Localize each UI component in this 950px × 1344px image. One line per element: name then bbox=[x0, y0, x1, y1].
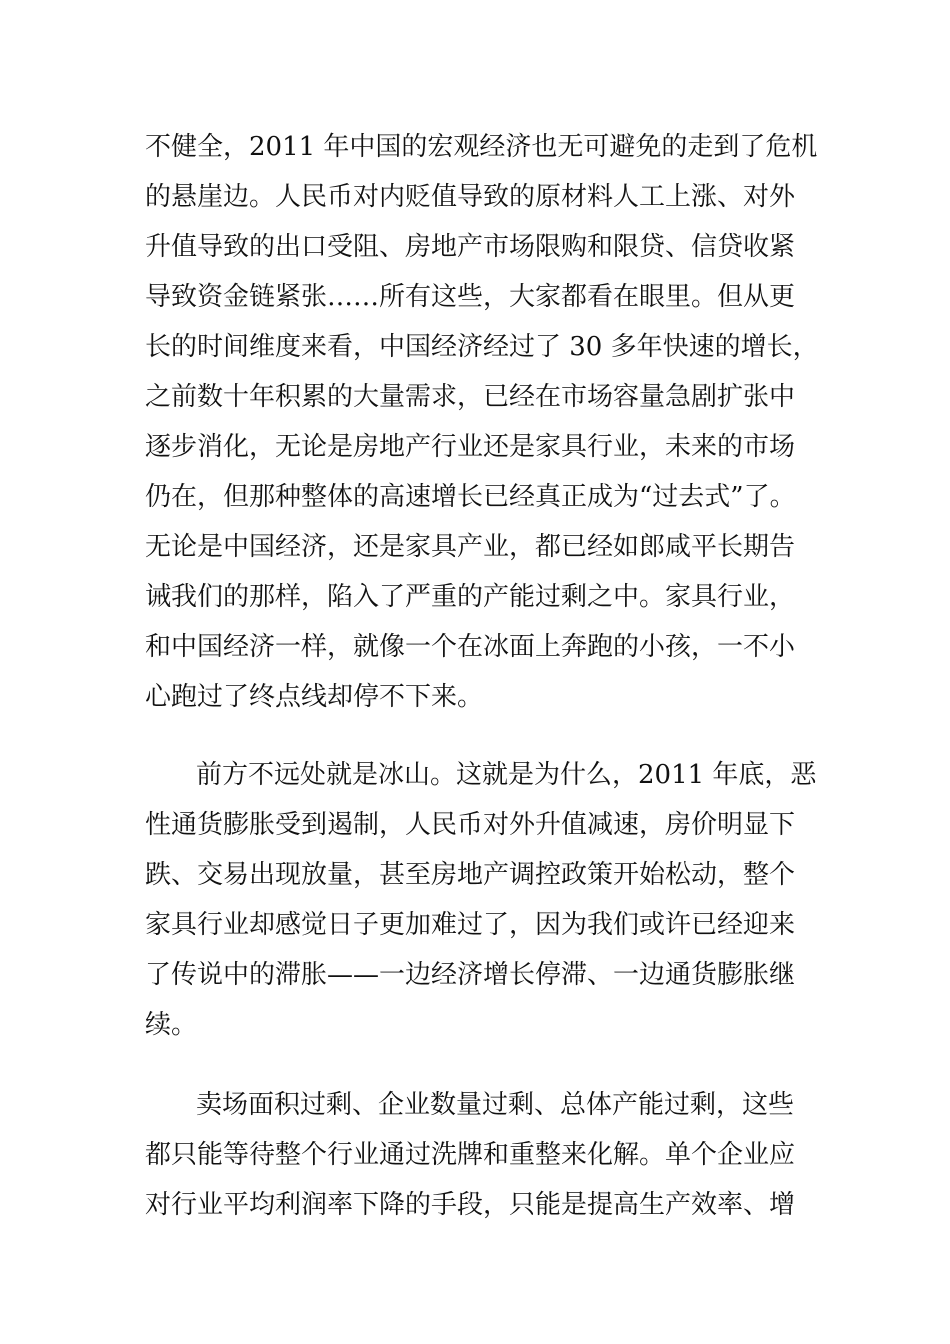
text-line: 家具行业却感觉日子更加难过了，因为我们或许已经迎来 bbox=[145, 910, 796, 940]
text-line: 之前数十年积累的大量需求，已经在市场容量急剧扩张中 bbox=[145, 382, 796, 412]
text-line: 续。 bbox=[145, 1010, 198, 1040]
text-line: 心跑过了终点线却停不下来。 bbox=[145, 682, 484, 712]
text-line: 长的时间维度来看，中国经济经过了 30 多年快速的增长， bbox=[145, 332, 819, 362]
text-line: 和中国经济一样，就像一个在冰面上奔跑的小孩，一不小 bbox=[145, 632, 796, 662]
text-line: 导致资金链紧张……所有这些，大家都看在眼里。但从更 bbox=[145, 282, 796, 312]
text-line: 无论是中国经济，还是家具产业，都已经如郎咸平长期告 bbox=[145, 532, 796, 562]
text-line: 不健全，2011 年中国的宏观经济也无可避免的走到了危机 bbox=[145, 132, 818, 162]
text-line: 跌、交易出现放量，甚至房地产调控政策开始松动，整个 bbox=[145, 860, 796, 890]
text-line: 对行业平均利润率下降的手段，只能是提高生产效率、增 bbox=[145, 1190, 796, 1220]
text-line: 性通货膨胀受到遏制，人民币对外升值减速，房价明显下 bbox=[145, 810, 796, 840]
text-line: 的悬崖边。人民币对内贬值导致的原材料人工上涨、对外 bbox=[145, 182, 796, 212]
text-line: 卖场面积过剩、企业数量过剩、总体产能过剩，这些 bbox=[196, 1090, 795, 1120]
text-line: 前方不远处就是冰山。这就是为什么，2011 年底，恶 bbox=[196, 760, 817, 790]
text-line: 了传说中的滞胀——一边经济增长停滞、一边通货膨胀继 bbox=[145, 960, 796, 990]
text-line: 仍在，但那种整体的高速增长已经真正成为“过去式”了。 bbox=[145, 482, 796, 512]
text-line: 逐步消化，无论是房地产行业还是家具行业，未来的市场 bbox=[145, 432, 796, 462]
text-line: 都只能等待整个行业通过洗牌和重整来化解。单个企业应 bbox=[145, 1140, 796, 1170]
text-line: 诫我们的那样，陷入了严重的产能过剩之中。家具行业， bbox=[145, 582, 796, 612]
text-line: 升值导致的出口受阻、房地产市场限购和限贷、信贷收紧 bbox=[145, 232, 796, 262]
